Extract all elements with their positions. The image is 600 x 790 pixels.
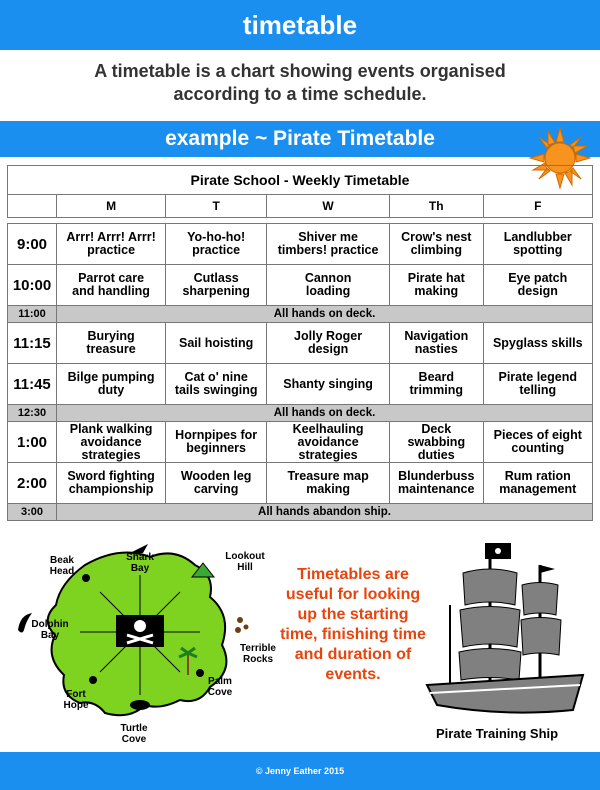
time-cell: 9:00 xyxy=(8,224,57,265)
activity-line: Hornpipes for xyxy=(175,428,258,442)
activity-cell xyxy=(57,364,166,405)
activity-line: Shiver me xyxy=(298,230,358,244)
activity-cell xyxy=(390,364,484,405)
copyright-footer: © Jenny Eather 2015 xyxy=(0,752,600,790)
activity-cell xyxy=(483,224,592,265)
terrible-rocks-icon xyxy=(235,617,249,633)
activity-line: loading xyxy=(305,284,351,298)
activity-cell xyxy=(166,422,267,463)
definition-line-1: A timetable is a chart showing events organised xyxy=(94,61,506,81)
fort-hope-label: Fort Hope xyxy=(63,689,89,711)
activity-line: sharpening xyxy=(182,284,250,298)
table-row xyxy=(8,265,593,306)
activity-line: championship xyxy=(68,482,154,496)
activity-cell xyxy=(390,323,484,364)
activity-line: Yo-ho-ho! xyxy=(187,230,246,244)
table-row xyxy=(8,224,593,265)
activity-cell xyxy=(57,224,166,265)
activity-line: design xyxy=(517,284,558,298)
activity-cell xyxy=(267,265,390,306)
activity-line: Plank walking xyxy=(69,421,153,436)
weekly-timetable xyxy=(7,165,593,521)
activity-line: Burying xyxy=(87,329,135,343)
activity-line: Keelhauling xyxy=(292,421,364,436)
activity-line: Cutlass xyxy=(193,271,239,285)
activity-line: Treasure map xyxy=(287,469,369,483)
activity-line: Pirate legend xyxy=(498,370,577,384)
activity-cell xyxy=(166,224,267,265)
activity-cell xyxy=(166,364,267,405)
activity-line: Pieces of eight xyxy=(493,428,582,442)
break-cell: All hands on deck. xyxy=(57,306,593,323)
activity-cell xyxy=(267,422,390,463)
treasure-island-map xyxy=(0,535,290,750)
day-header: M xyxy=(57,195,166,218)
activity-line: Landlubber xyxy=(503,230,572,244)
activity-cell xyxy=(483,364,592,405)
activity-line: Parrot care xyxy=(78,271,145,285)
activity-cell xyxy=(267,323,390,364)
activity-line: and handling xyxy=(72,284,150,298)
activity-cell xyxy=(483,265,592,306)
break-row xyxy=(8,504,593,521)
day-header: T xyxy=(166,195,267,218)
activity-line: treasure xyxy=(86,342,136,356)
shark-bay-label: Shark Bay xyxy=(126,552,154,574)
table-row xyxy=(8,364,593,405)
timetable-note: Timetables are useful for looking up the starting time, finishing time and duration of events. xyxy=(280,566,426,683)
break-row xyxy=(8,405,593,422)
time-cell: 11:15 xyxy=(8,323,57,364)
activity-cell xyxy=(166,323,267,364)
activity-line: Rum ration xyxy=(504,469,571,483)
turtle-icon xyxy=(130,700,150,710)
definition-text xyxy=(0,60,600,106)
activity-cell xyxy=(483,463,592,504)
activity-line: Cannon xyxy=(304,271,352,285)
activity-line: counting xyxy=(511,441,565,455)
activity-cell xyxy=(267,364,390,405)
palm-cove-marker xyxy=(196,669,204,677)
activity-line: strategies xyxy=(298,447,358,462)
activity-line: Shanty singing xyxy=(283,376,373,391)
fort-hope-marker xyxy=(89,676,97,684)
activity-line: duty xyxy=(97,383,125,397)
activity-line: practice xyxy=(192,243,241,257)
activity-cell xyxy=(483,323,592,364)
break-cell: All hands abandon ship. xyxy=(57,504,593,521)
terrible-rocks-label: Terrible Rocks xyxy=(240,643,276,665)
activity-cell xyxy=(483,422,592,463)
time-cell: 3:00 xyxy=(8,504,57,521)
activity-cell xyxy=(267,463,390,504)
activity-cell xyxy=(390,224,484,265)
activity-cell xyxy=(57,323,166,364)
table-row xyxy=(8,323,593,364)
activity-line: climbing xyxy=(410,243,462,257)
beak-head-marker xyxy=(82,574,90,582)
palm-cove-label: Palm Cove xyxy=(207,676,233,698)
lookout-hill-label: Lookout Hill xyxy=(225,551,265,573)
activity-line: Crow's nest xyxy=(401,230,472,244)
timetable-title: Pirate School - Weekly Timetable xyxy=(8,166,593,195)
activity-line: beginners xyxy=(186,441,247,455)
activity-cell xyxy=(166,265,267,306)
activity-line: spotting xyxy=(513,243,563,257)
dolphin-icon xyxy=(18,613,32,633)
activity-line: Deck xyxy=(421,421,452,436)
activity-line: timbers! practice xyxy=(277,243,379,257)
activity-line: maintenance xyxy=(398,482,475,496)
activity-line: nasties xyxy=(414,342,458,356)
activity-line: Jolly Roger xyxy=(294,329,363,343)
activity-line: Cat o' nine xyxy=(184,370,248,384)
activity-line: Bilge pumping xyxy=(67,370,155,384)
pirate-ship-icon xyxy=(415,535,595,725)
beak-head-label: Beak Head xyxy=(49,555,75,577)
day-header: Th xyxy=(390,195,484,218)
activity-line: Pirate hat xyxy=(407,271,465,285)
pirate-flag-icon xyxy=(116,615,164,647)
dolphin-bay-label: Dolphin Bay xyxy=(31,619,69,641)
activity-cell xyxy=(267,224,390,265)
activity-line: telling xyxy=(519,383,557,397)
activity-cell xyxy=(390,463,484,504)
activity-cell xyxy=(57,463,166,504)
activity-cell xyxy=(57,265,166,306)
turtle-cove-label: Turtle Cove xyxy=(120,723,148,745)
activity-line: Spyglass skills xyxy=(492,335,583,350)
activity-line: strategies xyxy=(81,447,141,462)
break-row xyxy=(8,306,593,323)
activity-line: Sword fighting xyxy=(67,469,155,483)
activity-line: management xyxy=(499,482,577,496)
activity-line: making xyxy=(414,284,459,298)
time-cell: 12:30 xyxy=(8,405,57,422)
activity-line: duties xyxy=(417,447,455,462)
activity-line: avoidance xyxy=(80,434,142,449)
activity-line: Blunderbuss xyxy=(398,469,475,483)
activity-cell xyxy=(390,265,484,306)
time-cell: 2:00 xyxy=(8,463,57,504)
time-cell: 11:00 xyxy=(8,306,57,323)
activity-line: Eye patch xyxy=(508,271,568,285)
activity-line: carving xyxy=(193,482,239,496)
activity-line: Navigation xyxy=(404,329,469,343)
activity-line: avoidance xyxy=(297,434,359,449)
time-cell: 10:00 xyxy=(8,265,57,306)
table-row xyxy=(8,463,593,504)
activity-line: Wooden leg xyxy=(180,469,252,483)
activity-line: Beard xyxy=(418,370,454,384)
page-title: timetable xyxy=(0,0,600,50)
activity-line: tails swinging xyxy=(174,383,258,397)
activity-line: Sail hoisting xyxy=(178,335,254,350)
activity-cell xyxy=(390,422,484,463)
ship-caption: Pirate Training Ship xyxy=(436,726,559,741)
activity-line: design xyxy=(307,342,349,356)
definition-line-2: according to a time schedule. xyxy=(173,84,427,104)
time-header-blank xyxy=(8,195,57,218)
example-banner: example ~ Pirate Timetable xyxy=(0,121,600,157)
table-row xyxy=(8,422,593,463)
time-cell: 11:45 xyxy=(8,364,57,405)
timetable-body xyxy=(8,224,593,521)
time-cell: 1:00 xyxy=(8,422,57,463)
day-header: F xyxy=(483,195,592,218)
activity-line: Arrr! Arrr! Arrr! xyxy=(66,230,156,244)
activity-line: making xyxy=(306,482,350,496)
activity-cell xyxy=(57,422,166,463)
activity-line: swabbing xyxy=(407,434,466,449)
activity-line: practice xyxy=(87,243,136,257)
break-cell: All hands on deck. xyxy=(57,405,593,422)
activity-cell xyxy=(166,463,267,504)
activity-line: trimming xyxy=(409,383,463,397)
day-header: W xyxy=(267,195,390,218)
